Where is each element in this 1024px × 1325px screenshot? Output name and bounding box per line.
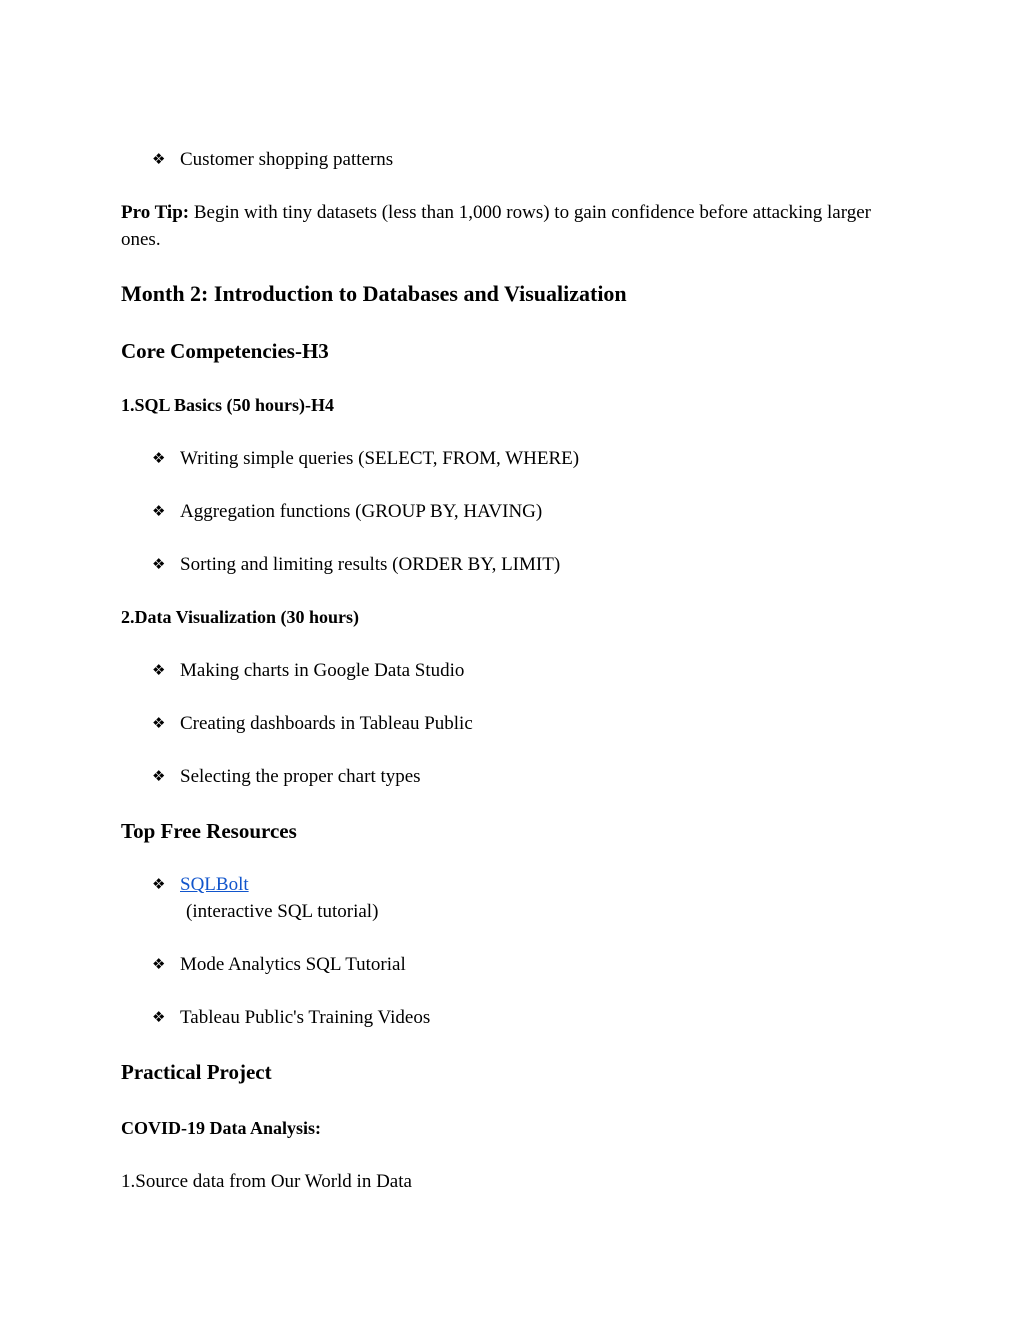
list-item [152, 1004, 430, 1031]
pro-tip-text: Begin with tiny datasets (less than 1,000 rows) to gain confidence before attacking larger ones. [121, 202, 871, 250]
section-heading-month-2: Month 2: Introduction to Databases and Visualization [121, 281, 627, 306]
diamond-bullet-icon: ❖ [152, 1008, 166, 1026]
diamond-bullet-icon: ❖ [152, 875, 166, 893]
list-item [152, 871, 249, 898]
diamond-bullet-icon: ❖ [152, 502, 166, 520]
pro-tip-paragraph [121, 199, 901, 253]
list-item [152, 551, 560, 578]
project-step: 1.Source data from Our World in Data [121, 1171, 412, 1192]
list-item-text: Making charts in Google Data Studio [180, 660, 465, 681]
list-item [152, 710, 473, 737]
sql-basics-heading: 1.SQL Basics (50 hours)-H4 [121, 395, 335, 415]
diamond-bullet-icon: ❖ [152, 714, 166, 732]
list-item [152, 763, 421, 790]
list-item [152, 146, 393, 173]
diamond-bullet-icon: ❖ [152, 955, 166, 973]
diamond-bullet-icon: ❖ [152, 150, 166, 168]
covid-analysis-heading: COVID-19 Data Analysis: [121, 1118, 322, 1138]
list-item-text: Sorting and limiting results (ORDER BY, LIMIT) [180, 554, 561, 575]
list-item [152, 657, 464, 684]
pro-tip-label: Pro Tip: [121, 202, 190, 223]
practical-project-heading: Practical Project [121, 1060, 272, 1084]
list-item [152, 951, 406, 978]
list-item [152, 445, 579, 472]
diamond-bullet-icon: ❖ [152, 767, 166, 785]
data-visualization-heading: 2.Data Visualization (30 hours) [121, 607, 360, 627]
list-item-text: Creating dashboards in Tableau Public [180, 713, 473, 734]
diamond-bullet-icon: ❖ [152, 661, 166, 679]
sqlbolt-link[interactable]: SQLBolt [180, 874, 249, 895]
list-item-text: Mode Analytics SQL Tutorial [180, 954, 406, 975]
list-item-text: Writing simple queries (SELECT, FROM, WHERE) [180, 448, 580, 469]
list-item-text: Selecting the proper chart types [180, 766, 421, 787]
diamond-bullet-icon: ❖ [152, 449, 166, 467]
core-competencies-heading: Core Competencies-H3 [121, 339, 329, 363]
diamond-bullet-icon: ❖ [152, 555, 166, 573]
list-item-text: Aggregation functions (GROUP BY, HAVING) [180, 501, 543, 522]
top-free-resources-heading: Top Free Resources [121, 819, 297, 843]
list-item-text: Customer shopping patterns [180, 149, 394, 170]
list-item [152, 498, 542, 525]
list-item-text: Tableau Public's Training Videos [180, 1007, 431, 1028]
sqlbolt-description: (interactive SQL tutorial) [186, 901, 379, 922]
